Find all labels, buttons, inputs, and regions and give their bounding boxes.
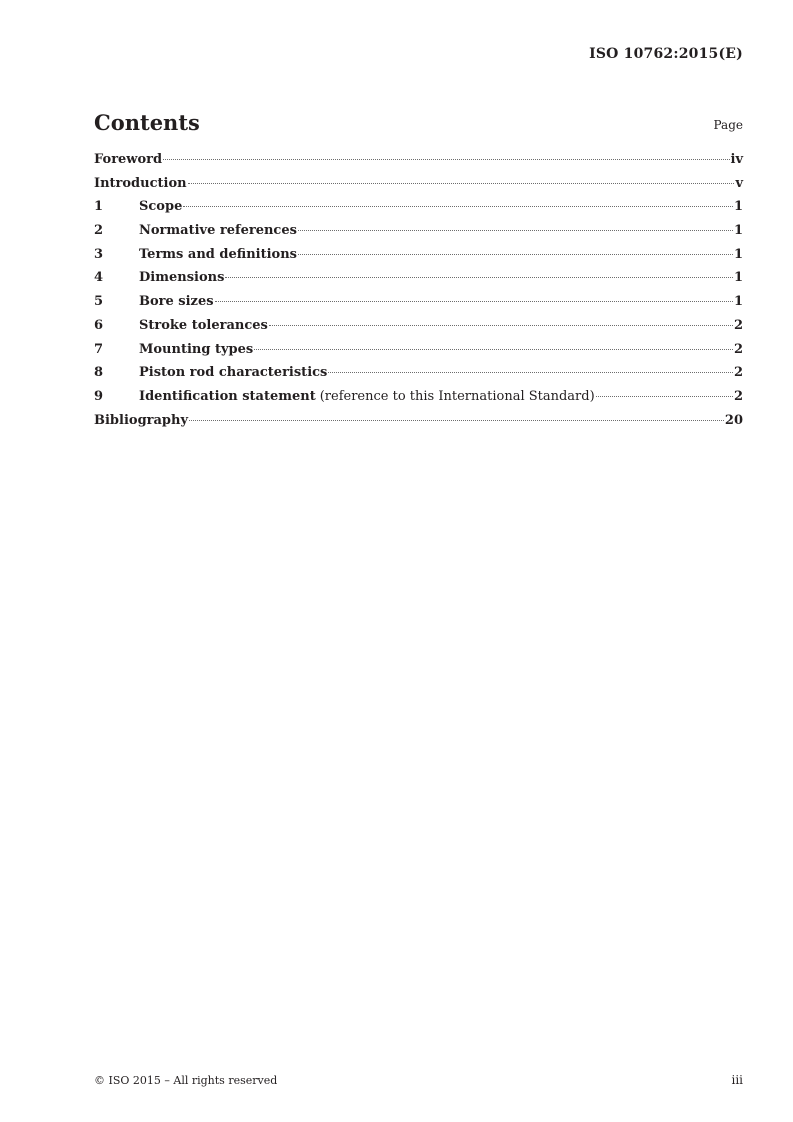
toc-entry-number: 8 bbox=[94, 365, 104, 381]
toc-entry-page: 1 bbox=[733, 223, 743, 239]
toc-entry-page: 2 bbox=[733, 341, 743, 357]
toc-entry-number: 5 bbox=[94, 294, 104, 310]
toc-entry-page: iv bbox=[730, 152, 743, 167]
toc-entry-number: 4 bbox=[94, 270, 104, 286]
toc-entry-page: 2 bbox=[733, 317, 743, 333]
toc-entry-mounting-types[interactable] bbox=[94, 342, 743, 366]
toc-entry-page: 1 bbox=[733, 270, 743, 286]
toc-entry-bore-sizes[interactable] bbox=[94, 294, 743, 318]
toc-leader-dots bbox=[596, 396, 733, 397]
toc-entry-bibliography[interactable] bbox=[94, 413, 743, 437]
toc-entry-number: 7 bbox=[94, 341, 104, 357]
toc-leader-dots bbox=[328, 372, 733, 373]
toc-leader-dots bbox=[298, 230, 733, 231]
toc-leader-dots bbox=[215, 301, 733, 302]
toc-entry-number: 2 bbox=[94, 223, 104, 239]
toc-leader-dots bbox=[225, 277, 733, 278]
toc-entry-title: Identification statement bbox=[139, 388, 316, 404]
toc-entry-title: Stroke tolerances bbox=[139, 317, 268, 333]
toc-entry-title: Bibliography bbox=[94, 412, 189, 428]
toc-leader-dots bbox=[298, 254, 733, 255]
toc-entry-number: 9 bbox=[94, 388, 104, 404]
toc-entry-introduction[interactable] bbox=[94, 176, 743, 200]
toc-entry-page: 1 bbox=[733, 294, 743, 310]
toc-entry-number: 1 bbox=[94, 199, 104, 215]
toc-entry-piston-rod-characteristics[interactable] bbox=[94, 365, 743, 389]
toc-entry-page: 1 bbox=[733, 199, 743, 215]
toc-entry-foreword[interactable] bbox=[94, 152, 743, 176]
toc-entry-title: Terms and definitions bbox=[139, 246, 297, 262]
toc-leader-dots bbox=[189, 420, 724, 421]
footer-page-number: iii bbox=[731, 1073, 743, 1087]
toc-entry-scope[interactable] bbox=[94, 199, 743, 223]
toc-leader-dots bbox=[254, 349, 733, 350]
toc-entry-title: Normative references bbox=[139, 223, 297, 239]
toc-leader-dots bbox=[163, 159, 729, 160]
toc-entry-number: 6 bbox=[94, 317, 104, 333]
toc-entry-page: 1 bbox=[733, 246, 743, 262]
toc-entry-page: 2 bbox=[733, 388, 743, 404]
toc-leader-dots bbox=[269, 325, 733, 326]
page-column-label: Page bbox=[713, 118, 743, 132]
toc-leader-dots bbox=[183, 206, 733, 207]
toc-entry-page: 20 bbox=[724, 412, 743, 428]
toc-entry-title: Bore sizes bbox=[139, 294, 214, 310]
toc-entry-title: Scope bbox=[139, 199, 183, 215]
contents-heading: Contents bbox=[94, 110, 200, 135]
footer-copyright: © ISO 2015 – All rights reserved bbox=[94, 1074, 278, 1087]
toc-entry-subtitle: (reference to this International Standard) bbox=[319, 388, 595, 404]
toc-leader-dots bbox=[188, 183, 735, 184]
toc-entry-title: Dimensions bbox=[139, 270, 225, 286]
toc-entry-title: Mounting types bbox=[139, 341, 254, 357]
toc-entry-title: Piston rod characteristics bbox=[139, 365, 328, 381]
toc-entry-page: 2 bbox=[733, 365, 743, 381]
toc-entry-stroke-tolerances[interactable] bbox=[94, 318, 743, 342]
table-of-contents bbox=[94, 152, 743, 436]
toc-entry-title: Foreword bbox=[94, 152, 163, 167]
toc-entry-number: 3 bbox=[94, 246, 104, 262]
toc-entry-dimensions[interactable] bbox=[94, 270, 743, 294]
toc-entry-normative-references[interactable] bbox=[94, 223, 743, 247]
toc-entry-terms-and-definitions[interactable] bbox=[94, 247, 743, 271]
document-id: ISO 10762:2015(E) bbox=[589, 46, 743, 62]
toc-entry-title: Introduction bbox=[94, 175, 187, 191]
toc-entry-identification-statement[interactable] bbox=[94, 389, 743, 413]
toc-entry-page: v bbox=[735, 175, 743, 191]
